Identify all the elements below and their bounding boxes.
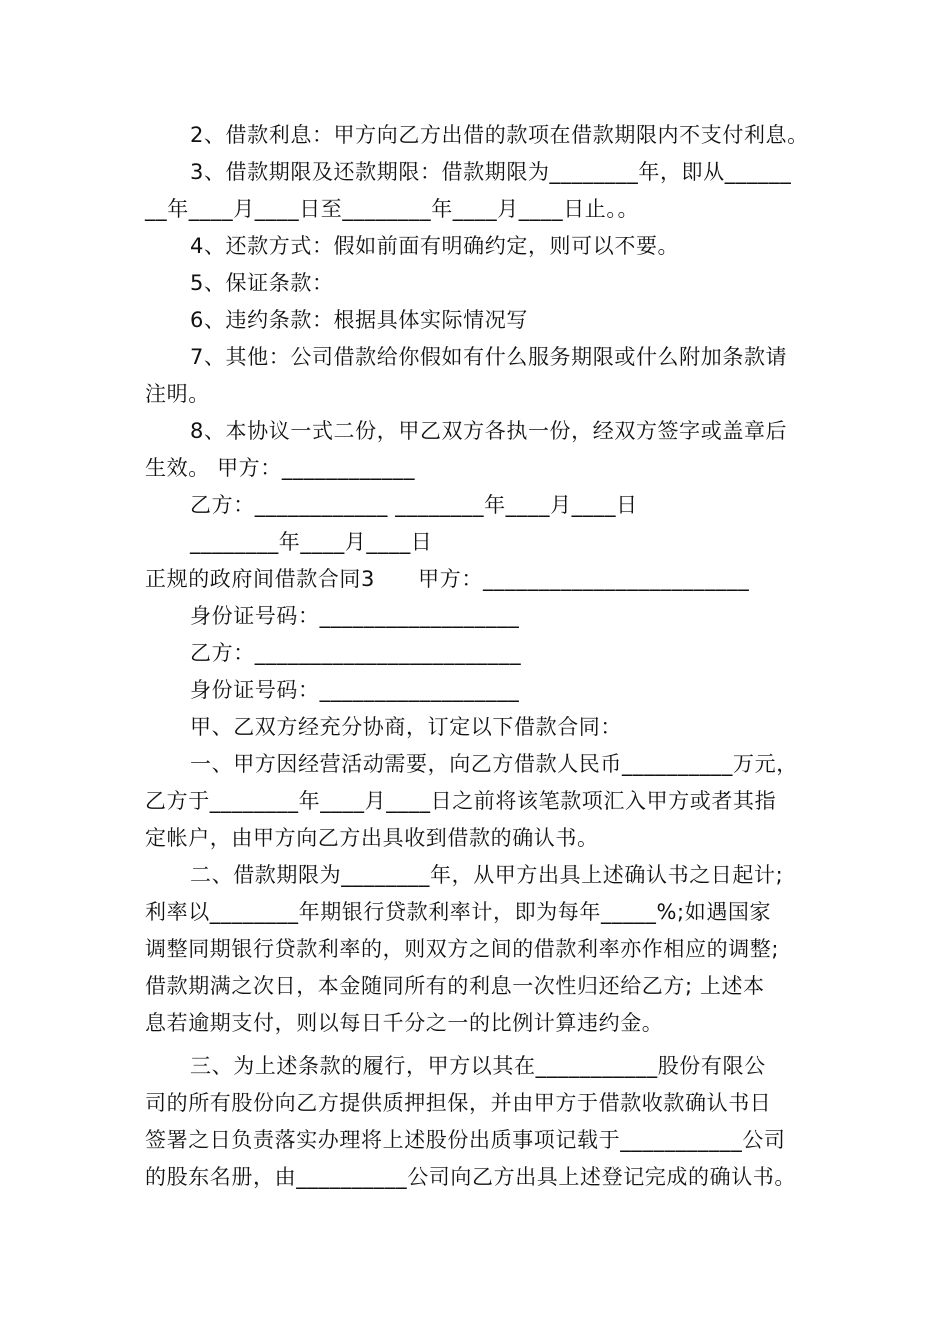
- clause-7-other-line-2: 注明。: [145, 382, 210, 406]
- article-1-line-1: 一、甲方因经营活动需要，向乙方借款人民币__________万元，: [190, 752, 798, 776]
- article-2-line-5: 息若逾期支付，则以每日千分之一的比例计算违约金。: [145, 1011, 664, 1035]
- article-3-line-3: 签署之日负责落实办理将上述股份出质事项记载于___________公司: [145, 1128, 786, 1152]
- article-2-line-3: 调整同期银行贷款利率的，则双方之间的借款利率亦作相应的调整;: [145, 937, 780, 961]
- article-2-line-1: 二、借款期限为________年，从甲方出具上述确认书之日起计;: [190, 863, 784, 887]
- clause-8-copies-line-1: 8、本协议一式二份，甲乙双方各执一份，经双方签字或盖章后: [190, 419, 788, 443]
- clause-3-term-line-1: 3、借款期限及还款期限：借款期限为________年，即从______: [190, 160, 792, 184]
- clause-6-breach: 6、违约条款：根据具体实际情况写: [190, 308, 528, 332]
- date-line: ________年____月____日: [190, 530, 433, 554]
- clause-7-other-line-1: 7、其他：公司借款给你假如有什么服务期限或什么附加条款请: [190, 345, 788, 369]
- article-1-line-2: 乙方于________年____月____日之前将该笔款项汇入甲方或者其指: [145, 789, 777, 813]
- party-b-id-number: 身份证号码：__________________: [190, 678, 520, 702]
- article-3-line-4: 的股东名册，由__________公司向乙方出具上述登记完成的确认书。: [145, 1165, 796, 1189]
- clause-4-repayment: 4、还款方式：假如前面有明确约定，则可以不要。: [190, 234, 680, 258]
- clause-5-guarantee: 5、保证条款：: [190, 271, 334, 295]
- article-3-line-1: 三、为上述条款的履行，甲方以其在___________股份有限公: [190, 1054, 766, 1078]
- clause-3-term-line-2: __年____月____日至________年____月____日止。。: [145, 197, 640, 221]
- article-2-line-4: 借款期满之次日，本金随同所有的利息一次性归还给乙方; 上述本: [145, 974, 765, 998]
- agreement-preamble: 甲、乙双方经充分协商，订定以下借款合同：: [190, 715, 622, 739]
- clause-2-interest: 2、借款利息：甲方向乙方出借的款项在借款期限内不支付利息。: [190, 123, 809, 147]
- article-3-line-2: 司的所有股份向乙方提供质押担保，并由甲方于借款收款确认书日: [145, 1091, 772, 1115]
- article-1-line-3: 定帐户，由甲方向乙方出具收到借款的确认书。: [145, 826, 599, 850]
- party-b-name: 乙方：________________________: [190, 641, 522, 665]
- article-2-line-2: 利率以________年期银行贷款利率计，即为每年_____%;如遇国家: [145, 900, 772, 924]
- contract-3-title-party-a: 正规的政府间借款合同3 甲方：________________________: [145, 567, 750, 591]
- party-a-id-number: 身份证号码：__________________: [190, 604, 520, 628]
- clause-8-copies-line-2: 生效。 甲方：____________: [145, 456, 416, 480]
- party-b-signature-line: 乙方：____________ ________年____月____日: [190, 493, 638, 517]
